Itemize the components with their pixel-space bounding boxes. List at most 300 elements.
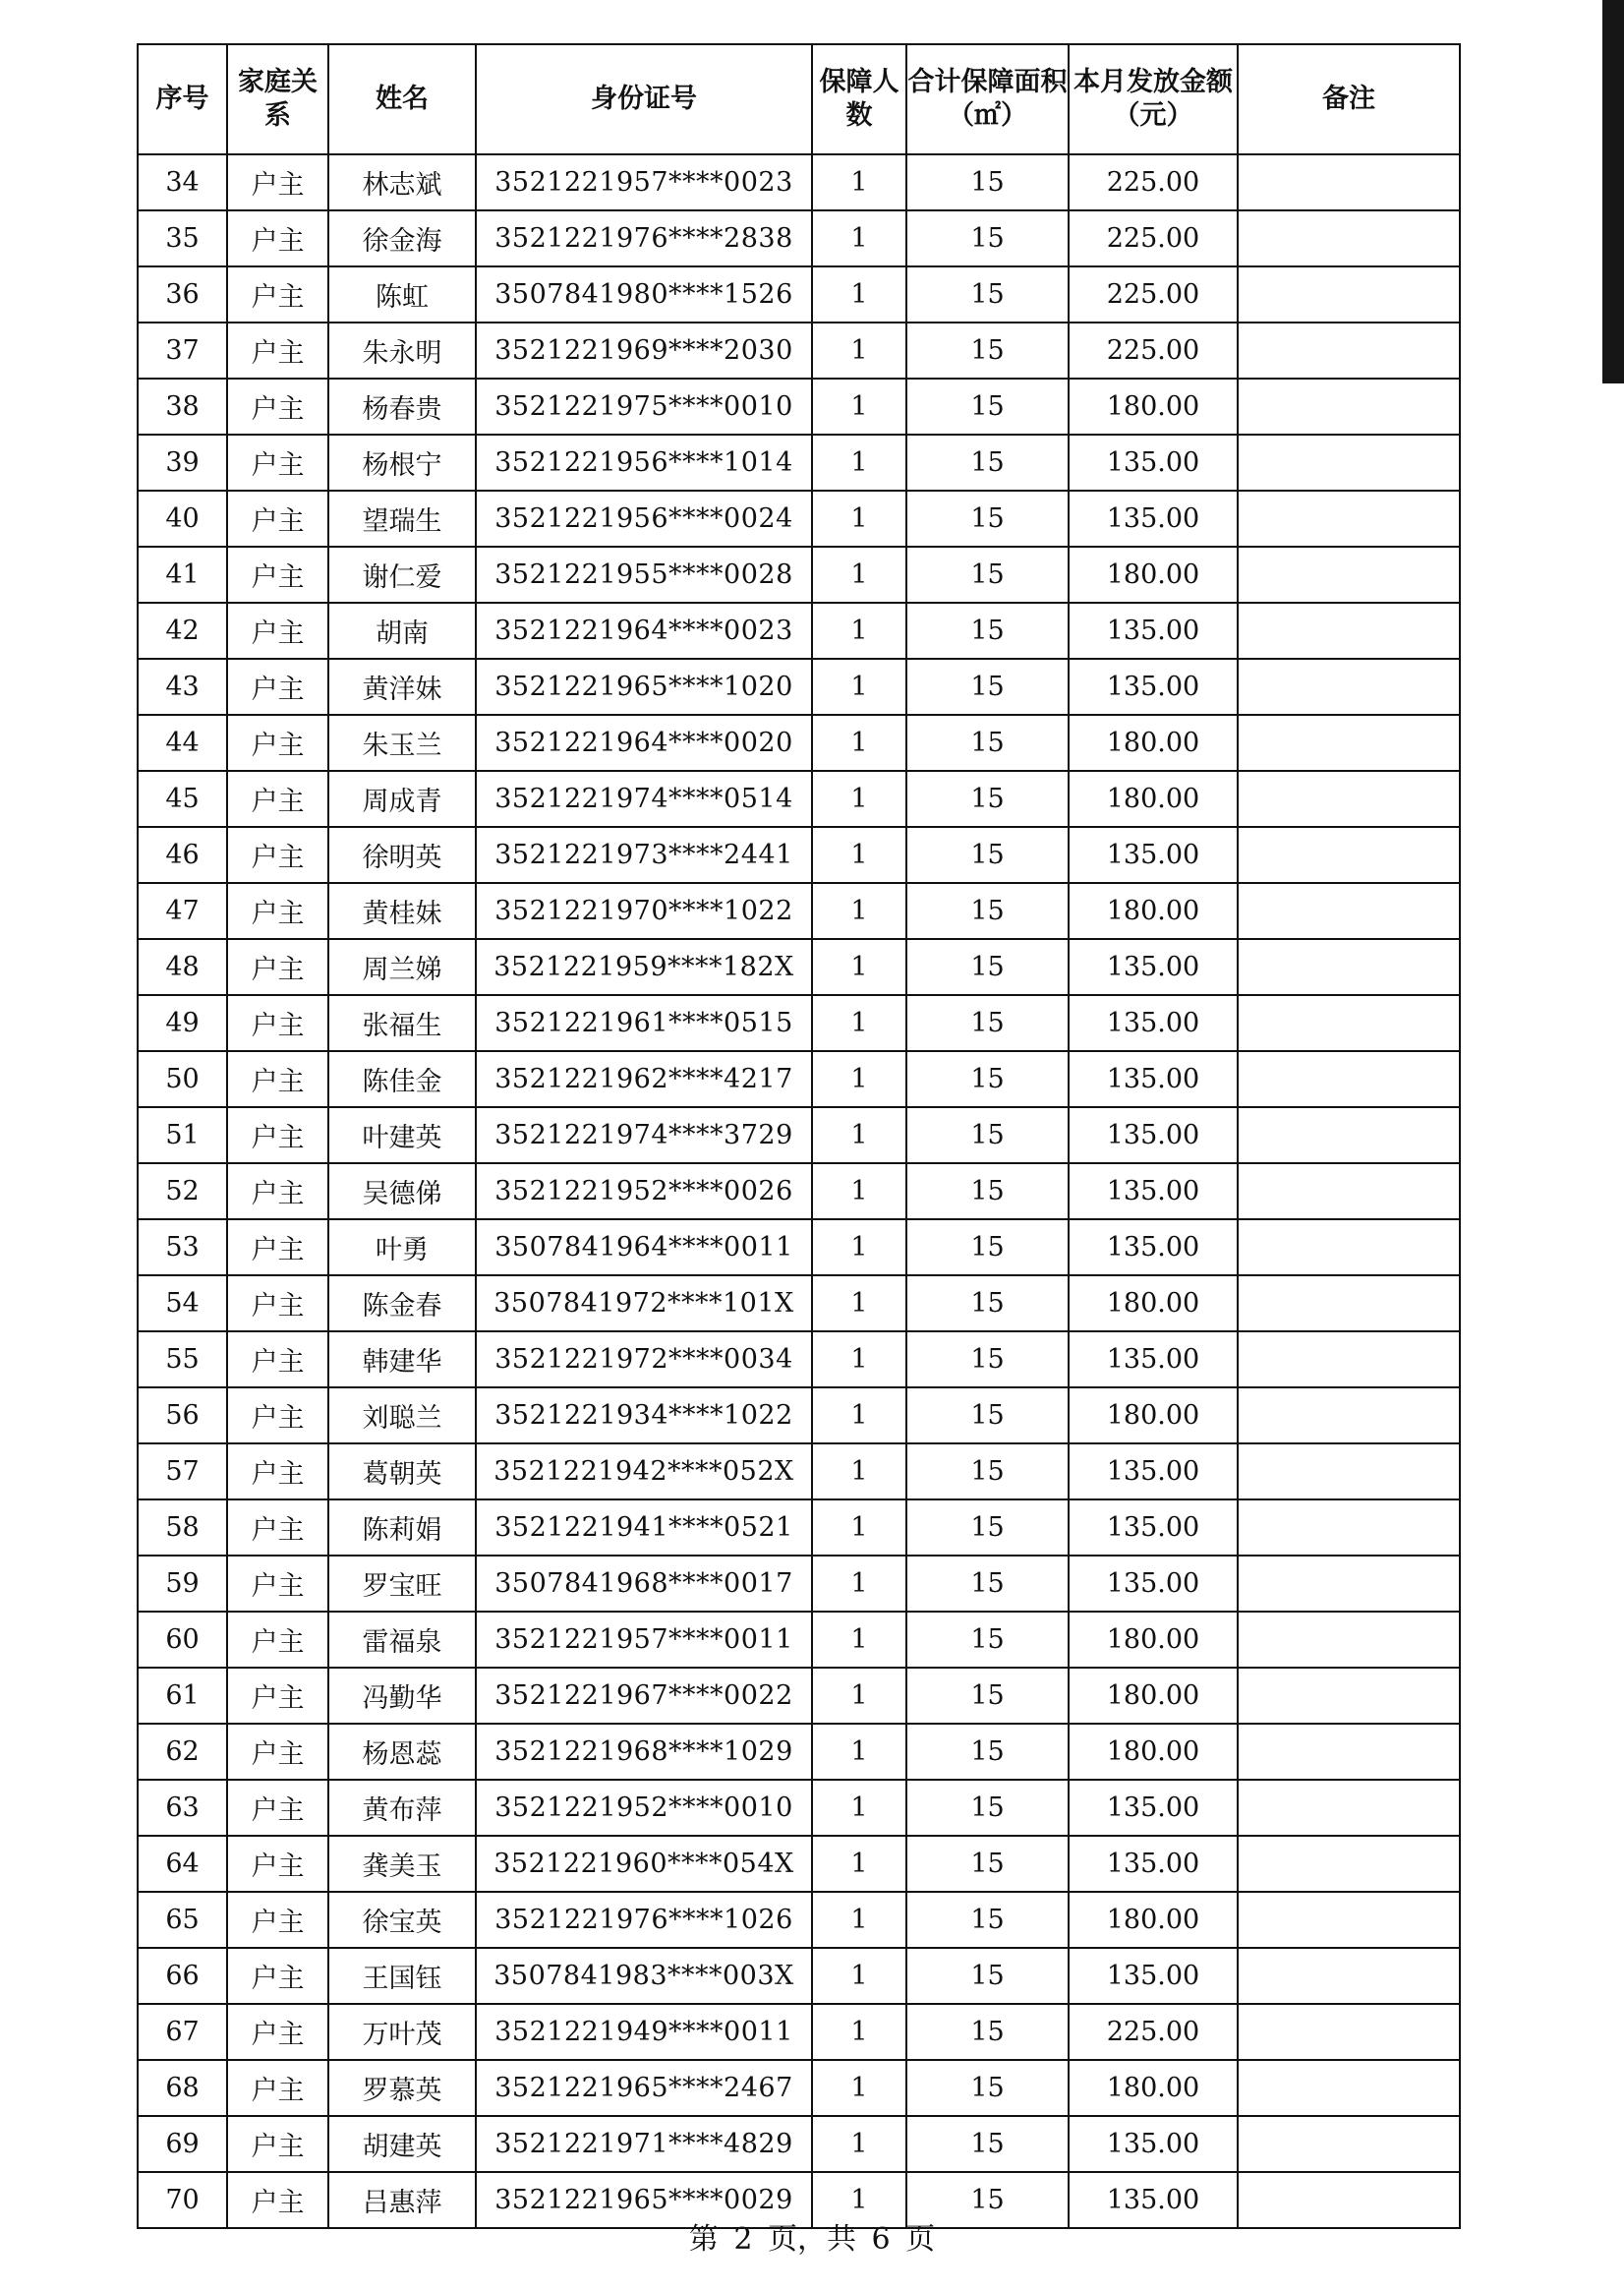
cell-amount: 180.00 [1069, 883, 1238, 939]
cell-amount: 225.00 [1069, 210, 1238, 266]
cell-remark [1238, 2004, 1460, 2060]
cell-seq: 53 [138, 1219, 227, 1275]
cell-remark [1238, 379, 1460, 435]
cell-id-number: 3521221949****0011 [476, 2004, 812, 2060]
cell-seq: 62 [138, 1724, 227, 1780]
table-row [138, 2004, 1460, 2060]
cell-amount: 180.00 [1069, 1387, 1238, 1443]
cell-area: 15 [906, 2060, 1069, 2116]
cell-seq: 64 [138, 1836, 227, 1892]
cell-relation: 户主 [227, 659, 328, 715]
table-row [138, 1668, 1460, 1724]
cell-remark [1238, 1948, 1460, 2004]
cell-id-number: 3521221973****2441 [476, 827, 812, 883]
cell-relation: 户主 [227, 1275, 328, 1331]
cell-id-number: 3521221952****0010 [476, 1780, 812, 1836]
table-header-row [138, 44, 1460, 154]
cell-relation: 户主 [227, 323, 328, 379]
table-row [138, 1499, 1460, 1556]
cell-seq: 69 [138, 2116, 227, 2172]
cell-relation: 户主 [227, 154, 328, 210]
cell-remark [1238, 1612, 1460, 1668]
table-row [138, 1948, 1460, 2004]
cell-relation: 户主 [227, 1499, 328, 1556]
header-area: 合计保障面积（㎡） [906, 44, 1069, 154]
cell-relation: 户主 [227, 1668, 328, 1724]
table-row [138, 1331, 1460, 1387]
cell-area: 15 [906, 659, 1069, 715]
cell-remark [1238, 1443, 1460, 1499]
cell-amount: 135.00 [1069, 827, 1238, 883]
cell-name: 陈虹 [328, 266, 476, 323]
cell-seq: 49 [138, 995, 227, 1051]
cell-relation: 户主 [227, 1163, 328, 1219]
cell-id-number: 3521221967****0022 [476, 1668, 812, 1724]
cell-area: 15 [906, 1612, 1069, 1668]
cell-id-number: 3521221957****0023 [476, 154, 812, 210]
cell-relation: 户主 [227, 491, 328, 547]
cell-persons: 1 [812, 1443, 906, 1499]
cell-id-number: 3521221968****1029 [476, 1724, 812, 1780]
cell-amount: 135.00 [1069, 1051, 1238, 1107]
cell-persons: 1 [812, 1387, 906, 1443]
cell-persons: 1 [812, 659, 906, 715]
cell-relation: 户主 [227, 1892, 328, 1948]
cell-remark [1238, 323, 1460, 379]
table-row [138, 883, 1460, 939]
cell-name: 吕惠萍 [328, 2172, 476, 2228]
cell-seq: 47 [138, 883, 227, 939]
cell-remark [1238, 1331, 1460, 1387]
table-row [138, 1051, 1460, 1107]
cell-relation: 户主 [227, 939, 328, 995]
cell-id-number: 3521221956****0024 [476, 491, 812, 547]
cell-persons: 1 [812, 1163, 906, 1219]
cell-remark [1238, 2060, 1460, 2116]
cell-name: 周兰娣 [328, 939, 476, 995]
cell-relation: 户主 [227, 1556, 328, 1612]
cell-id-number: 3521221976****2838 [476, 210, 812, 266]
cell-seq: 65 [138, 1892, 227, 1948]
cell-seq: 61 [138, 1668, 227, 1724]
cell-name: 徐宝英 [328, 1892, 476, 1948]
cell-relation: 户主 [227, 1948, 328, 2004]
cell-remark [1238, 1051, 1460, 1107]
cell-persons: 1 [812, 379, 906, 435]
cell-relation: 户主 [227, 2172, 328, 2228]
cell-amount: 180.00 [1069, 379, 1238, 435]
cell-remark [1238, 1780, 1460, 1836]
cell-id-number: 3521221961****0515 [476, 995, 812, 1051]
cell-name: 刘聪兰 [328, 1387, 476, 1443]
cell-seq: 46 [138, 827, 227, 883]
table-row [138, 939, 1460, 995]
cell-amount: 225.00 [1069, 154, 1238, 210]
cell-area: 15 [906, 939, 1069, 995]
cell-id-number: 3521221965****1020 [476, 659, 812, 715]
table-row [138, 491, 1460, 547]
cell-name: 韩建华 [328, 1331, 476, 1387]
cell-persons: 1 [812, 939, 906, 995]
header-id-number: 身份证号 [476, 44, 812, 154]
table-row [138, 154, 1460, 210]
cell-remark [1238, 1836, 1460, 1892]
cell-persons: 1 [812, 1948, 906, 2004]
table-row [138, 2060, 1460, 2116]
cell-seq: 63 [138, 1780, 227, 1836]
cell-seq: 52 [138, 1163, 227, 1219]
cell-id-number: 3521221974****3729 [476, 1107, 812, 1163]
table-body [138, 154, 1460, 2228]
cell-area: 15 [906, 771, 1069, 827]
scan-edge-mark [1602, 0, 1624, 383]
cell-amount: 135.00 [1069, 1219, 1238, 1275]
cell-area: 15 [906, 1163, 1069, 1219]
cell-remark [1238, 883, 1460, 939]
cell-relation: 户主 [227, 1107, 328, 1163]
cell-amount: 135.00 [1069, 2116, 1238, 2172]
cell-name: 黄布萍 [328, 1780, 476, 1836]
cell-area: 15 [906, 1219, 1069, 1275]
cell-id-number: 3521221971****4829 [476, 2116, 812, 2172]
cell-id-number: 3521221942****052X [476, 1443, 812, 1499]
cell-area: 15 [906, 154, 1069, 210]
cell-area: 15 [906, 1668, 1069, 1724]
cell-persons: 1 [812, 154, 906, 210]
cell-relation: 户主 [227, 1387, 328, 1443]
cell-amount: 225.00 [1069, 266, 1238, 323]
cell-area: 15 [906, 827, 1069, 883]
cell-relation: 户主 [227, 1612, 328, 1668]
cell-relation: 户主 [227, 266, 328, 323]
cell-area: 15 [906, 1836, 1069, 1892]
cell-seq: 60 [138, 1612, 227, 1668]
cell-persons: 1 [812, 491, 906, 547]
cell-relation: 户主 [227, 1219, 328, 1275]
page-number: 第 2 页，共 6 页 [688, 2222, 936, 2257]
cell-seq: 56 [138, 1387, 227, 1443]
cell-seq: 45 [138, 771, 227, 827]
cell-name: 陈佳金 [328, 1051, 476, 1107]
cell-relation: 户主 [227, 603, 328, 659]
cell-persons: 1 [812, 2004, 906, 2060]
cell-name: 徐明英 [328, 827, 476, 883]
cell-id-number: 3521221959****182X [476, 939, 812, 995]
cell-amount: 180.00 [1069, 771, 1238, 827]
cell-name: 徐金海 [328, 210, 476, 266]
cell-area: 15 [906, 1556, 1069, 1612]
cell-name: 雷福泉 [328, 1612, 476, 1668]
cell-remark [1238, 1163, 1460, 1219]
cell-remark [1238, 603, 1460, 659]
cell-persons: 1 [812, 603, 906, 659]
cell-area: 15 [906, 2004, 1069, 2060]
cell-relation: 户主 [227, 1051, 328, 1107]
cell-area: 15 [906, 1948, 1069, 2004]
cell-persons: 1 [812, 1556, 906, 1612]
cell-persons: 1 [812, 995, 906, 1051]
cell-seq: 44 [138, 715, 227, 771]
cell-area: 15 [906, 1780, 1069, 1836]
cell-area: 15 [906, 2116, 1069, 2172]
cell-relation: 户主 [227, 435, 328, 491]
cell-name: 杨春贵 [328, 379, 476, 435]
cell-persons: 1 [812, 1219, 906, 1275]
table-row [138, 1275, 1460, 1331]
cell-remark [1238, 1107, 1460, 1163]
cell-id-number: 3521221957****0011 [476, 1612, 812, 1668]
cell-id-number: 3507841964****0011 [476, 1219, 812, 1275]
cell-id-number: 3521221955****0028 [476, 547, 812, 603]
cell-id-number: 3521221962****4217 [476, 1051, 812, 1107]
cell-seq: 36 [138, 266, 227, 323]
header-persons: 保障人数 [812, 44, 906, 154]
cell-amount: 225.00 [1069, 2004, 1238, 2060]
cell-name: 林志斌 [328, 154, 476, 210]
cell-seq: 55 [138, 1331, 227, 1387]
header-name: 姓名 [328, 44, 476, 154]
cell-amount: 135.00 [1069, 1836, 1238, 1892]
cell-remark [1238, 939, 1460, 995]
cell-name: 朱玉兰 [328, 715, 476, 771]
cell-amount: 135.00 [1069, 659, 1238, 715]
cell-name: 陈莉娟 [328, 1499, 476, 1556]
cell-area: 15 [906, 1331, 1069, 1387]
cell-name: 罗宝旺 [328, 1556, 476, 1612]
cell-seq: 70 [138, 2172, 227, 2228]
table-row [138, 379, 1460, 435]
cell-relation: 户主 [227, 1780, 328, 1836]
cell-amount: 135.00 [1069, 435, 1238, 491]
cell-area: 15 [906, 1107, 1069, 1163]
table-row [138, 323, 1460, 379]
cell-persons: 1 [812, 1892, 906, 1948]
cell-seq: 48 [138, 939, 227, 995]
cell-id-number: 3507841972****101X [476, 1275, 812, 1331]
table-row [138, 1107, 1460, 1163]
cell-amount: 135.00 [1069, 603, 1238, 659]
cell-persons: 1 [812, 1836, 906, 1892]
cell-remark [1238, 1668, 1460, 1724]
cell-name: 吴德俤 [328, 1163, 476, 1219]
cell-area: 15 [906, 210, 1069, 266]
cell-persons: 1 [812, 1612, 906, 1668]
table-row [138, 2116, 1460, 2172]
cell-name: 葛朝英 [328, 1443, 476, 1499]
cell-persons: 1 [812, 883, 906, 939]
table-row [138, 210, 1460, 266]
cell-id-number: 3521221952****0026 [476, 1163, 812, 1219]
cell-id-number: 3507841968****0017 [476, 1556, 812, 1612]
cell-persons: 1 [812, 715, 906, 771]
cell-area: 15 [906, 323, 1069, 379]
housing-subsidy-table [137, 43, 1461, 2229]
header-relation: 家庭关系 [227, 44, 328, 154]
table-row [138, 435, 1460, 491]
cell-remark [1238, 1387, 1460, 1443]
cell-area: 15 [906, 266, 1069, 323]
table-row [138, 995, 1460, 1051]
table-row [138, 827, 1460, 883]
cell-seq: 38 [138, 379, 227, 435]
cell-remark [1238, 491, 1460, 547]
table-row [138, 1780, 1460, 1836]
cell-seq: 35 [138, 210, 227, 266]
cell-amount: 135.00 [1069, 491, 1238, 547]
cell-id-number: 3521221975****0010 [476, 379, 812, 435]
cell-persons: 1 [812, 1780, 906, 1836]
cell-relation: 户主 [227, 883, 328, 939]
cell-seq: 41 [138, 547, 227, 603]
cell-id-number: 3521221941****0521 [476, 1499, 812, 1556]
cell-area: 15 [906, 995, 1069, 1051]
cell-id-number: 3507841980****1526 [476, 266, 812, 323]
table-row [138, 547, 1460, 603]
cell-name: 叶勇 [328, 1219, 476, 1275]
cell-persons: 1 [812, 1051, 906, 1107]
cell-remark [1238, 1275, 1460, 1331]
cell-area: 15 [906, 1275, 1069, 1331]
cell-area: 15 [906, 1051, 1069, 1107]
cell-relation: 户主 [227, 547, 328, 603]
cell-seq: 58 [138, 1499, 227, 1556]
cell-area: 15 [906, 379, 1069, 435]
cell-persons: 1 [812, 210, 906, 266]
cell-persons: 1 [812, 1275, 906, 1331]
cell-name: 冯勤华 [328, 1668, 476, 1724]
cell-remark [1238, 659, 1460, 715]
cell-name: 杨恩蕊 [328, 1724, 476, 1780]
cell-remark [1238, 995, 1460, 1051]
table-row [138, 659, 1460, 715]
header-amount: 本月发放金额（元） [1069, 44, 1238, 154]
cell-relation: 户主 [227, 1331, 328, 1387]
cell-remark [1238, 547, 1460, 603]
cell-id-number: 3521221969****2030 [476, 323, 812, 379]
cell-persons: 1 [812, 1668, 906, 1724]
cell-amount: 180.00 [1069, 1668, 1238, 1724]
cell-seq: 51 [138, 1107, 227, 1163]
cell-amount: 135.00 [1069, 1443, 1238, 1499]
header-seq: 序号 [138, 44, 227, 154]
cell-area: 15 [906, 1499, 1069, 1556]
cell-seq: 57 [138, 1443, 227, 1499]
cell-relation: 户主 [227, 1836, 328, 1892]
cell-persons: 1 [812, 1331, 906, 1387]
cell-remark [1238, 435, 1460, 491]
cell-name: 陈金春 [328, 1275, 476, 1331]
cell-area: 15 [906, 715, 1069, 771]
cell-amount: 225.00 [1069, 323, 1238, 379]
cell-amount: 135.00 [1069, 1331, 1238, 1387]
table-row [138, 1612, 1460, 1668]
cell-remark [1238, 154, 1460, 210]
cell-id-number: 3521221965****0029 [476, 2172, 812, 2228]
cell-amount: 180.00 [1069, 2060, 1238, 2116]
cell-seq: 43 [138, 659, 227, 715]
cell-remark [1238, 1499, 1460, 1556]
cell-name: 黄洋妹 [328, 659, 476, 715]
cell-id-number: 3521221964****0020 [476, 715, 812, 771]
table-row [138, 1892, 1460, 1948]
cell-amount: 180.00 [1069, 715, 1238, 771]
cell-area: 15 [906, 883, 1069, 939]
cell-id-number: 3521221970****1022 [476, 883, 812, 939]
cell-name: 周成青 [328, 771, 476, 827]
cell-persons: 1 [812, 435, 906, 491]
cell-remark [1238, 1892, 1460, 1948]
cell-name: 罗慕英 [328, 2060, 476, 2116]
cell-amount: 180.00 [1069, 1724, 1238, 1780]
cell-area: 15 [906, 491, 1069, 547]
cell-name: 万叶茂 [328, 2004, 476, 2060]
cell-seq: 40 [138, 491, 227, 547]
cell-seq: 59 [138, 1556, 227, 1612]
table-row [138, 1836, 1460, 1892]
cell-remark [1238, 2116, 1460, 2172]
cell-remark [1238, 827, 1460, 883]
cell-remark [1238, 210, 1460, 266]
cell-remark [1238, 1556, 1460, 1612]
cell-name: 谢仁爱 [328, 547, 476, 603]
cell-seq: 42 [138, 603, 227, 659]
cell-name: 胡南 [328, 603, 476, 659]
cell-relation: 户主 [227, 995, 328, 1051]
cell-persons: 1 [812, 1107, 906, 1163]
table-row [138, 603, 1460, 659]
cell-id-number: 3521221965****2467 [476, 2060, 812, 2116]
cell-remark [1238, 1219, 1460, 1275]
table-row [138, 1219, 1460, 1275]
cell-name: 张福生 [328, 995, 476, 1051]
cell-area: 15 [906, 1892, 1069, 1948]
cell-id-number: 3507841983****003X [476, 1948, 812, 2004]
table-row [138, 266, 1460, 323]
cell-area: 15 [906, 1724, 1069, 1780]
cell-amount: 180.00 [1069, 547, 1238, 603]
cell-persons: 1 [812, 1499, 906, 1556]
cell-area: 15 [906, 547, 1069, 603]
cell-remark [1238, 715, 1460, 771]
header-remark: 备注 [1238, 44, 1460, 154]
cell-amount: 180.00 [1069, 1612, 1238, 1668]
cell-remark [1238, 1724, 1460, 1780]
cell-name: 朱永明 [328, 323, 476, 379]
cell-seq: 66 [138, 1948, 227, 2004]
cell-relation: 户主 [227, 771, 328, 827]
cell-amount: 135.00 [1069, 1163, 1238, 1219]
cell-persons: 1 [812, 2060, 906, 2116]
table-row [138, 1387, 1460, 1443]
cell-relation: 户主 [227, 379, 328, 435]
cell-id-number: 3521221934****1022 [476, 1387, 812, 1443]
cell-persons: 1 [812, 2172, 906, 2228]
cell-relation: 户主 [227, 1724, 328, 1780]
cell-name: 胡建英 [328, 2116, 476, 2172]
cell-amount: 135.00 [1069, 939, 1238, 995]
table-row [138, 1163, 1460, 1219]
cell-name: 杨根宁 [328, 435, 476, 491]
table-row [138, 715, 1460, 771]
cell-id-number: 3521221974****0514 [476, 771, 812, 827]
table-row [138, 771, 1460, 827]
cell-relation: 户主 [227, 1443, 328, 1499]
cell-amount: 180.00 [1069, 1275, 1238, 1331]
cell-persons: 1 [812, 2116, 906, 2172]
cell-area: 15 [906, 435, 1069, 491]
cell-area: 15 [906, 603, 1069, 659]
cell-area: 15 [906, 2172, 1069, 2228]
